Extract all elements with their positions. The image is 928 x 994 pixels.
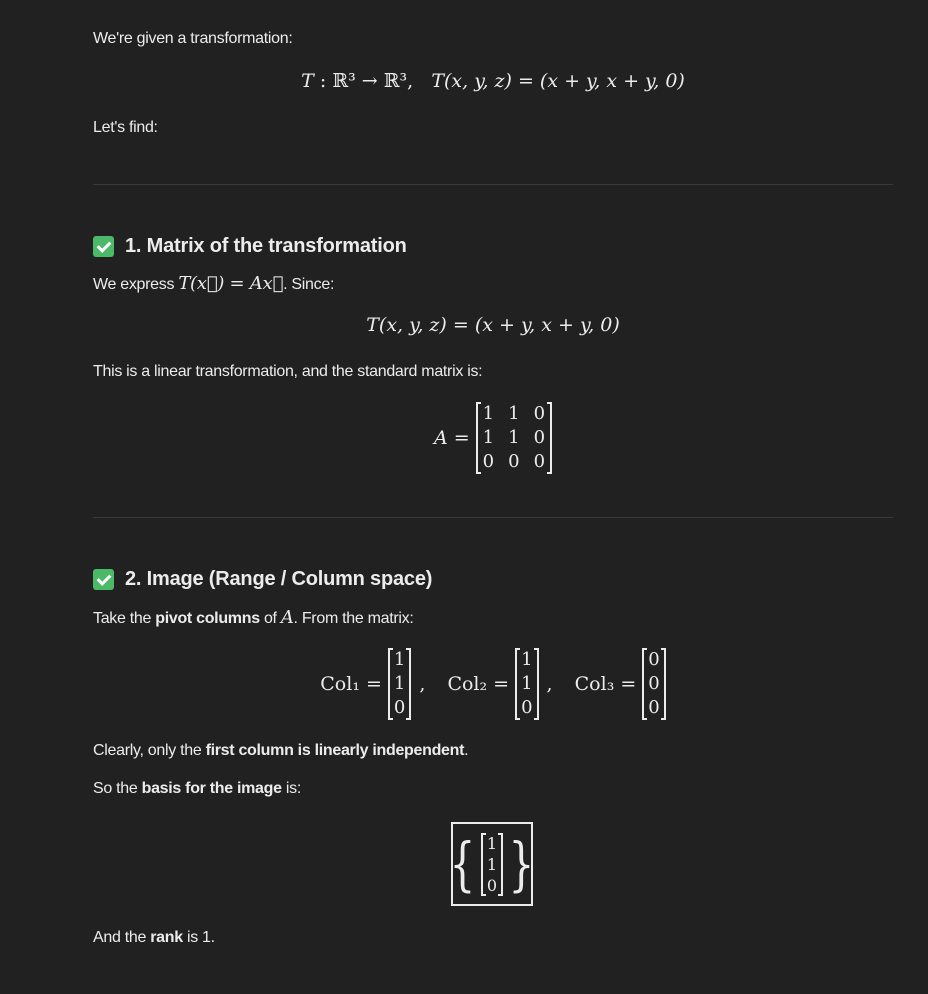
matrix-A	[476, 403, 552, 473]
clearly-bold: first column is linearly independent	[205, 742, 465, 759]
matrix-A-display	[93, 403, 893, 473]
vector-cell: 1	[393, 673, 406, 694]
pivot-columns-text	[93, 607, 414, 628]
check-mark-button-icon	[93, 569, 114, 590]
matrix-cell: 0	[508, 451, 520, 472]
take-suffix: . From the matrix:	[293, 610, 414, 627]
rank-text	[93, 929, 215, 947]
vector-cell: 0	[648, 649, 660, 670]
col2-vector	[515, 649, 538, 719]
section-2-heading	[93, 568, 432, 591]
check-mark-button-icon	[93, 236, 114, 257]
vector-cell: 1	[521, 649, 533, 670]
section-1-heading	[93, 235, 407, 258]
section-1-title: 1. Matrix of the transformation	[125, 235, 407, 257]
basis-suffix: is:	[281, 780, 301, 797]
divider	[93, 517, 893, 518]
eq2-rule: T(x, y, z) = (x + y, x + y, 0)	[366, 314, 620, 336]
comma: ,	[419, 673, 426, 695]
vector-cell: 1	[486, 833, 498, 853]
equation-transformation	[93, 70, 893, 92]
take-mid: of	[259, 610, 281, 627]
matrix-cell: 0	[533, 451, 546, 472]
col1-vector	[388, 649, 411, 719]
matrix-cell: 0	[482, 451, 495, 472]
vector-cell: 1	[486, 854, 498, 874]
vector-cell: 1	[521, 673, 533, 694]
basis-text	[93, 780, 301, 798]
section-2-title: 2. Image (Range / Column space)	[125, 568, 433, 590]
matrix-cell: 1	[508, 403, 520, 424]
matrix-cell: 0	[533, 403, 546, 424]
rank-bold: rank	[150, 929, 183, 946]
basis-bold: basis for the image	[141, 780, 282, 797]
intro-text: We're given a transformation:	[93, 30, 293, 47]
matrix-cell: 0	[533, 427, 546, 448]
matrix-cell: 1	[508, 427, 520, 448]
comma: ,	[546, 673, 553, 695]
vector-cell: 0	[648, 697, 660, 718]
clearly-suffix: .	[464, 742, 469, 759]
vector-cell: 1	[393, 649, 406, 670]
eq1-domain: : ℝ³ → ℝ³,	[319, 70, 414, 92]
vector-cell: 0	[393, 697, 406, 718]
col3-vector	[642, 649, 665, 719]
express-text	[93, 273, 334, 294]
standard-matrix-text: This is a linear transformation, and the standard matrix is:	[93, 363, 483, 380]
left-brace: {	[449, 830, 476, 898]
rank-prefix: And the	[93, 929, 151, 946]
basis-prefix: So the	[93, 780, 142, 797]
clearly-prefix: Clearly, only the	[93, 742, 206, 759]
col1-group	[320, 649, 431, 719]
matrix-A-label: A =	[433, 427, 470, 449]
col2-label: Col₂ =	[447, 673, 510, 695]
clearly-text	[93, 742, 468, 760]
vector-cell: 0	[648, 673, 660, 694]
col3-group	[575, 649, 666, 719]
express-prefix: We express	[93, 276, 179, 293]
take-prefix: Take the	[93, 610, 156, 627]
vector-cell: 0	[486, 875, 498, 895]
chat-message	[93, 0, 893, 994]
matrix-cell: 1	[482, 403, 495, 424]
basis-vector	[481, 834, 503, 895]
lets-find-text: Let's find:	[93, 119, 158, 136]
eq1-rule: T(x, y, z) = (x + y, x + y, 0)	[431, 70, 685, 92]
take-math: A	[280, 607, 294, 628]
vector-cell: 0	[521, 697, 533, 718]
express-math: T(x⃗) = Ax⃗	[178, 273, 284, 294]
divider	[93, 184, 893, 185]
eq1-T: T	[301, 70, 314, 92]
rank-suffix: is 1.	[182, 929, 215, 946]
col3-label: Col₃ =	[574, 673, 637, 695]
col2-group	[447, 649, 558, 719]
basis-box	[451, 822, 533, 906]
columns-display	[93, 649, 893, 719]
right-brace: }	[508, 830, 535, 898]
matrix-cell: 1	[482, 427, 495, 448]
take-bold: pivot columns	[155, 610, 260, 627]
express-suffix: . Since:	[283, 276, 335, 293]
col1-label: Col₁ =	[320, 673, 382, 695]
equation-rule	[93, 314, 893, 336]
